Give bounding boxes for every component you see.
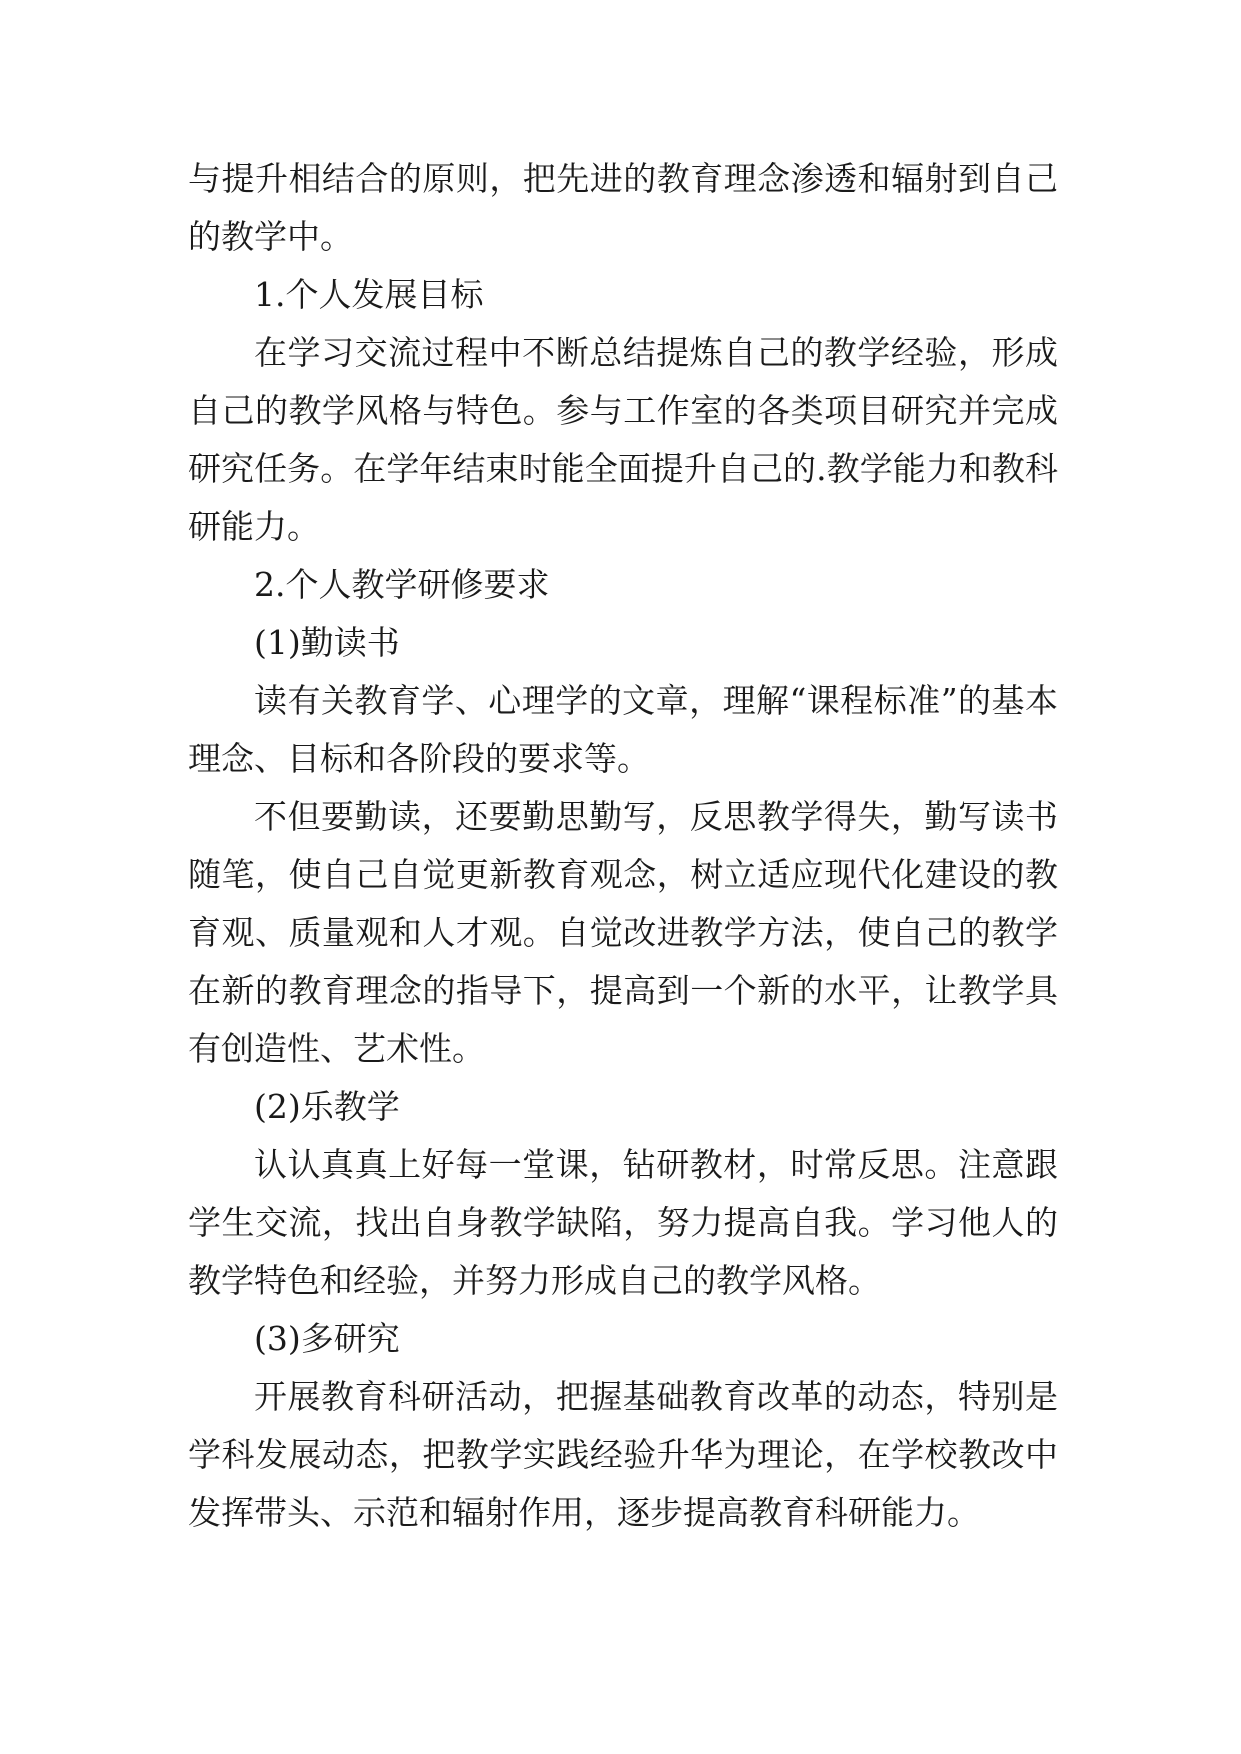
paragraph-reading: 读有关教育学、心理学的文章，理解“课程标准”的基本理念、目标和各阶段的要求等。 xyxy=(188,681,1058,778)
paragraph-teaching: 认认真真上好每一堂课，钻研教材，时常反思。注意跟学生交流，找出自身教学缺陷，努力提高自我。学习他人的教学特色和经验，并努力形成自己的教学风格。 xyxy=(188,1145,1058,1300)
paragraph-reflection: 不但要勤读，还要勤思勤写，反思教学得失，勤写读书随笔，使自己自觉更新教育观念，树立适应现代化建设的教育观、质量观和人才观。自觉改进教学方法，使自己的教学在新的教育理念的指导下，提高到一个新的水平，让教学具有创造性、艺术性。 xyxy=(188,797,1058,1068)
subheading-teaching: (2)乐教学 xyxy=(254,1087,400,1126)
paragraph-personal-goal: 在学习交流过程中不断总结提炼自己的教学经验，形成自己的教学风格与特色。参与工作室的各类项目研究并完成研究任务。在学年结束时能全面提升自己的.教学能力和教科研能力。 xyxy=(188,333,1058,546)
paragraph-continuation: 与提升相结合的原则，把先进的教育理念渗透和辐射到自己的教学中。 xyxy=(188,159,1058,256)
document-body xyxy=(188,150,1058,1542)
heading-training-requirements: 2.个人教学研修要求 xyxy=(254,565,550,604)
subheading-reading: (1)勤读书 xyxy=(254,623,400,662)
heading-personal-goal: 1.个人发展目标 xyxy=(254,275,484,314)
subheading-research: (3)多研究 xyxy=(254,1319,400,1358)
paragraph-research: 开展教育科研活动，把握基础教育改革的动态，特别是学科发展动态，把教学实践经验升华为理论，在学校教改中发挥带头、示范和辐射作用，逐步提高教育科研能力。 xyxy=(188,1377,1058,1532)
